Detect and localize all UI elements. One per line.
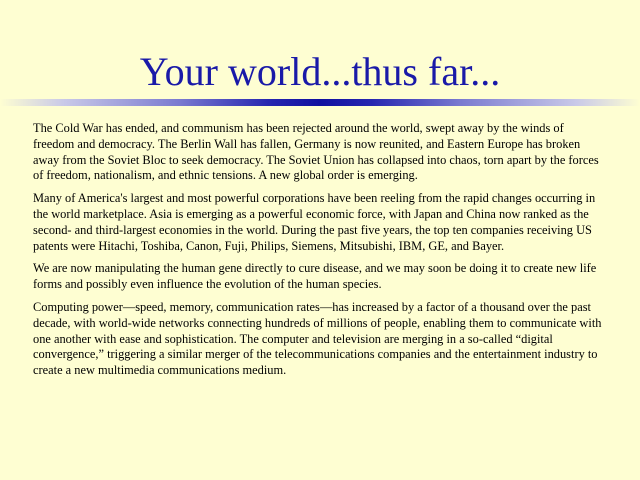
slide-title: Your world...thus far... xyxy=(139,49,501,94)
paragraph-computing: Computing power—speed, memory, communication rates—has increased by a factor of a thousand over the past decade, with world-wide networks connecting hundreds of millions of people, enabling them to communicate with one another with ease and sophistication. The computer and television are merging in a so-called “digital convergence,” triggering a similar merger of the telecommunications companies and the entertainment industry to create a new multimedia communications medium. xyxy=(33,299,602,378)
paragraph-genetics: We are now manipulating the human gene directly to cure disease, and we may soon be doing it to create new life forms and possibly even influence the evolution of the human species. xyxy=(33,261,597,292)
slide-body xyxy=(33,121,603,386)
title-divider xyxy=(0,99,640,106)
paragraph-cold-war: The Cold War has ended, and communism has been rejected around the world, swept away by the winds of freedom and democracy. The Berlin Wall has fallen, Germany is now reunited, and Eastern Europe has broken away from the Soviet Bloc to seek democracy. The Soviet Union has collapsed into chaos, torn apart by the forces of freedom, nationalism, and ethnic tensions. A new global order is emerging. xyxy=(33,121,599,183)
paragraph-corporations: Many of America's largest and most powerful corporations have been reeling from the rapid changes occurring in the world marketplace. Asia is emerging as a powerful economic force, with Japan and China now ranked as the second- and third-largest economies in the world. During the past five years, the top ten companies receiving US patents were Hitachi, Toshiba, Canon, Fuji, Philips, Siemens, Mitsubishi, IBM, GE, and Bayer. xyxy=(33,191,596,253)
